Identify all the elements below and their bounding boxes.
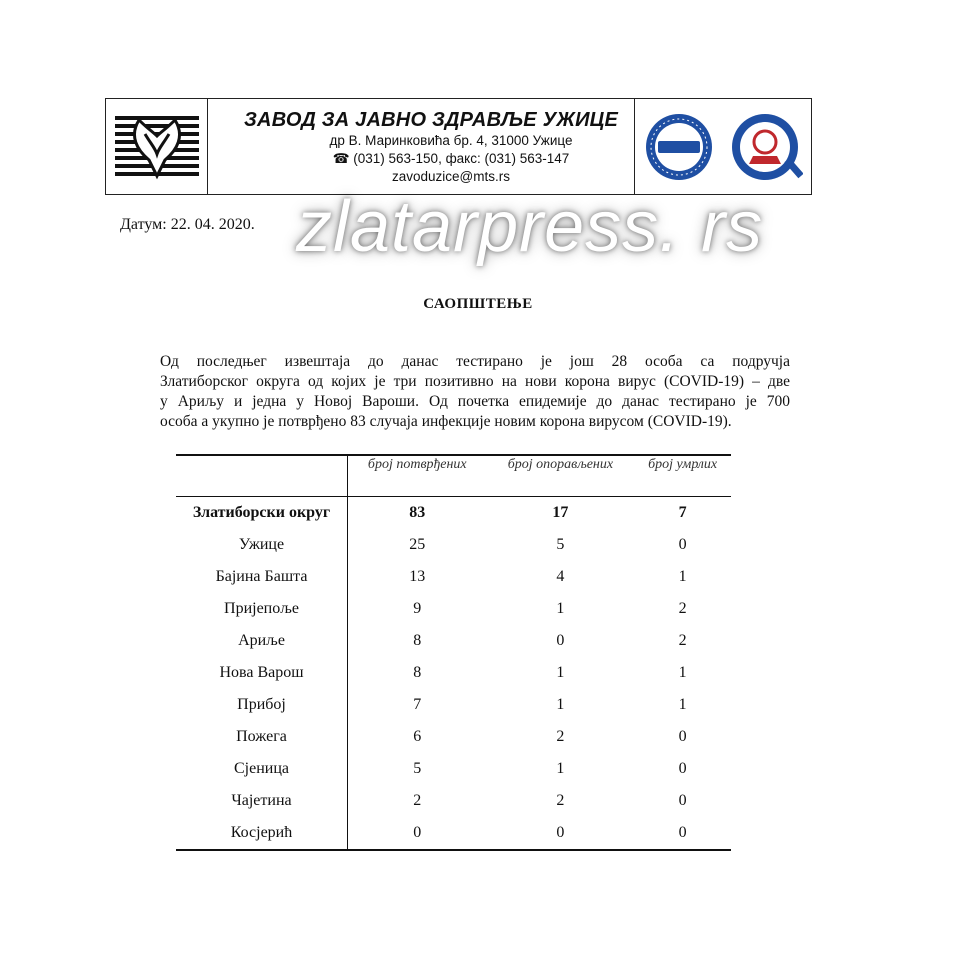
- table-header-row: [176, 455, 731, 497]
- municipality-name: Ужице: [176, 529, 348, 561]
- deceased-count: 2: [678, 632, 687, 649]
- table-row: [176, 593, 731, 625]
- confirmed-count: 5: [413, 760, 422, 777]
- deceased-count: 2: [678, 600, 687, 617]
- confirmed-count: 25: [409, 536, 426, 553]
- table-row: [176, 625, 731, 657]
- header-deceased: број умрлих: [634, 455, 731, 497]
- confirmed-count: 83: [409, 504, 426, 521]
- announcement-paragraph: [160, 352, 790, 432]
- deceased-count: 0: [634, 817, 731, 850]
- deceased-count: 1: [678, 568, 687, 585]
- deceased-count: 0: [678, 728, 687, 745]
- municipality-name: Пријепоље: [176, 593, 348, 625]
- recovered-count: 17: [552, 504, 569, 521]
- table-row: [176, 785, 731, 817]
- municipality-name: Чајетина: [176, 785, 348, 817]
- certification-logos: [635, 99, 811, 194]
- confirmed-count: 7: [413, 696, 422, 713]
- confirmed-count: 6: [413, 728, 422, 745]
- confirmed-count: 2: [413, 792, 422, 809]
- header-empty-cell: [176, 455, 348, 497]
- table-row: [176, 529, 731, 561]
- institution-name: ЗАВОД ЗА ЈАВНО ЗДРАВЉЕ УЖИЦЕ: [244, 109, 618, 131]
- header-confirmed: број потврђених: [348, 455, 487, 497]
- institute-logo: [106, 99, 208, 194]
- letterhead: [105, 98, 812, 195]
- deceased-count: 0: [678, 760, 687, 777]
- confirmed-count: 13: [409, 568, 426, 585]
- recovered-count: 2: [556, 728, 565, 745]
- deceased-count: 0: [678, 792, 687, 809]
- municipality-name: Ариље: [176, 625, 348, 657]
- recovered-count: 0: [487, 817, 635, 850]
- paragraph-line: у Ариљу и једна у Новој Вароши. Од почетка епидемије до данас тестирано је 700: [160, 393, 790, 410]
- municipality-name: Косјерић: [176, 817, 348, 850]
- deceased-count: 0: [678, 536, 687, 553]
- municipality-name: Бајина Башта: [176, 561, 348, 593]
- confirmed-count: 9: [413, 600, 422, 617]
- table-row: [176, 561, 731, 593]
- table-row: [176, 753, 731, 785]
- header-recovered: број опорављених: [487, 455, 635, 497]
- municipality-name: Нова Варош: [176, 657, 348, 689]
- recovered-count: 4: [556, 568, 565, 585]
- municipality-name: Прибој: [176, 689, 348, 721]
- confirmed-count: 8: [413, 664, 422, 681]
- municipality-name: Сјеница: [176, 753, 348, 785]
- table-row: [176, 689, 731, 721]
- iso-certificate-icon: [731, 112, 803, 182]
- recovered-count: 1: [556, 664, 565, 681]
- recovered-count: 0: [556, 632, 565, 649]
- table-total-row: [176, 497, 731, 530]
- letterhead-text: [208, 99, 635, 194]
- watermark: zlatarpress. rs: [296, 187, 764, 267]
- deceased-count: 1: [678, 664, 687, 681]
- paragraph-line: Од последњег извештаја до данас тестирано је још 28 особа са подручја: [160, 353, 790, 370]
- recovered-count: 2: [556, 792, 565, 809]
- deceased-count: 1: [678, 696, 687, 713]
- recovered-count: 1: [556, 696, 565, 713]
- table-row: [176, 817, 731, 850]
- document-heading: САОПШТЕЊЕ: [423, 296, 533, 312]
- paragraph-line: особа а укупно је потврђено 83 случаја инфекције новим корона вирусом (COVID-19).: [160, 413, 732, 430]
- institution-phone: ☎ (031) 563-150, факс: (031) 563-147: [332, 151, 570, 166]
- table-row: [176, 657, 731, 689]
- confirmed-count: 0: [348, 817, 487, 850]
- deceased-count: 7: [678, 504, 687, 521]
- document-date: Датум: 22. 04. 2020.: [120, 216, 255, 233]
- confirmed-count: 8: [413, 632, 422, 649]
- table-row: [176, 721, 731, 753]
- recovered-count: 5: [556, 536, 565, 553]
- recovered-count: 1: [556, 600, 565, 617]
- institute-logo-icon: [115, 114, 199, 180]
- paragraph-line: Златиборског округа од којих је три позитивно на нови корона вирус (COVID-19) – две: [160, 373, 790, 390]
- institution-address: др В. Маринковића бр. 4, 31000 Ужице: [329, 133, 573, 148]
- district-name: Златиборски округ: [176, 497, 348, 530]
- recovered-count: 1: [556, 760, 565, 777]
- institution-email: zavoduzice@mts.rs: [392, 169, 510, 184]
- municipality-name: Пожега: [176, 721, 348, 753]
- covid-statistics-table: [176, 454, 731, 851]
- iqnet-certificate-icon: [644, 112, 714, 182]
